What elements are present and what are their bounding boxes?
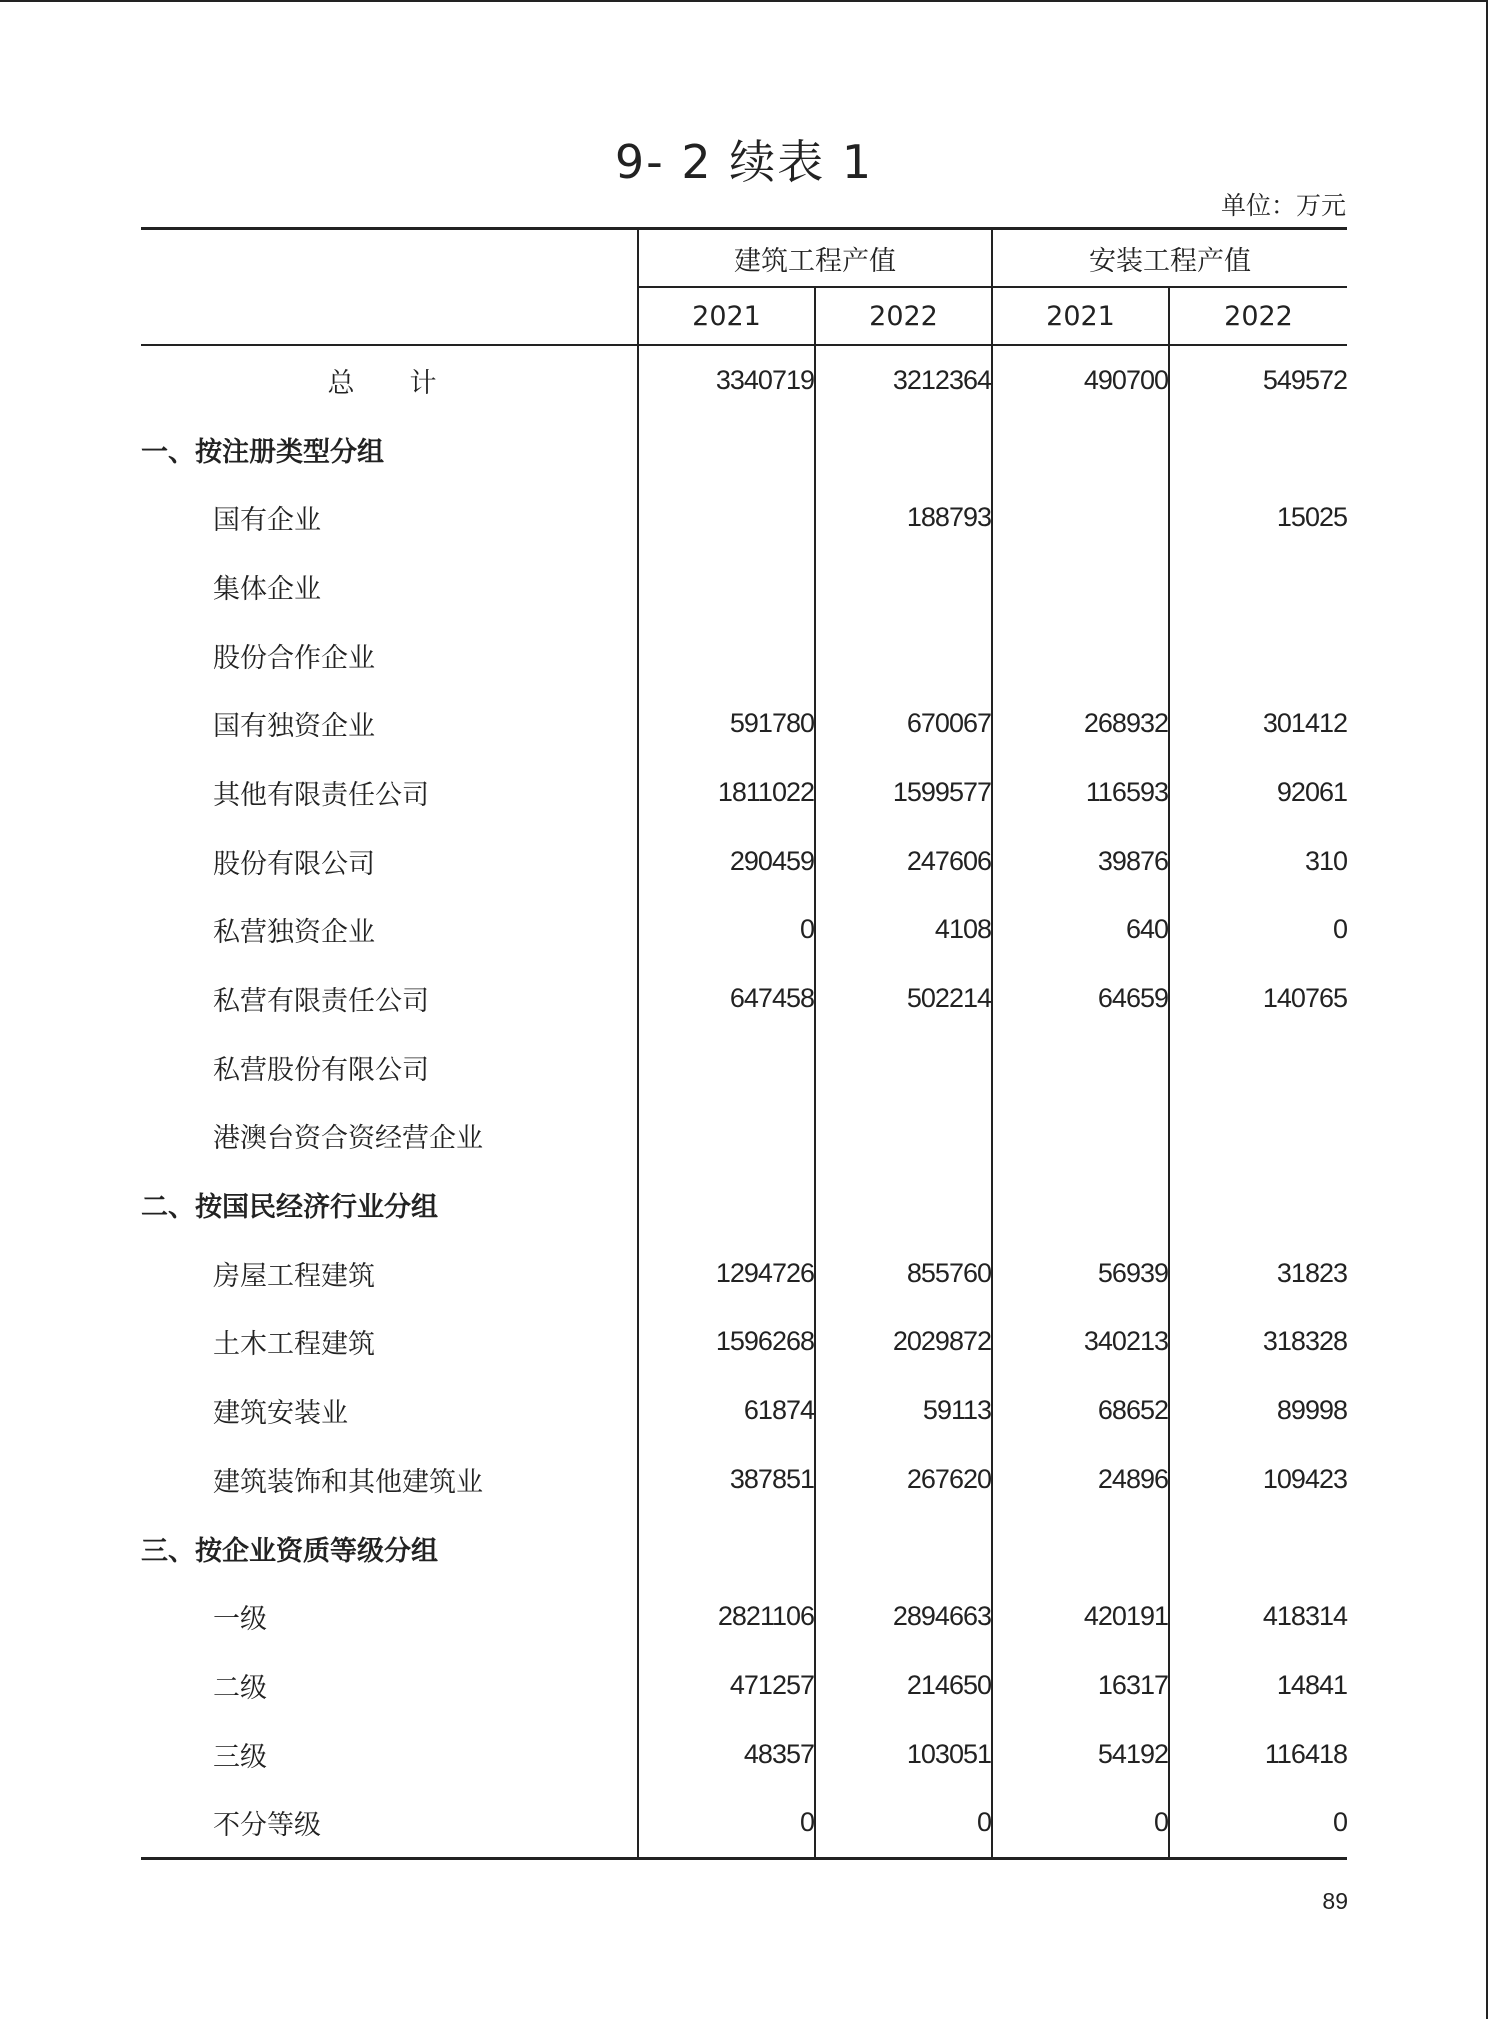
table-row (141, 1582, 1347, 1651)
table-row (141, 964, 1347, 1033)
table-row (141, 1376, 1347, 1445)
cell-value: 116593 (992, 758, 1169, 827)
cell-value: 290459 (638, 827, 815, 896)
cell-value: 39876 (992, 827, 1169, 896)
cell-value (1169, 1102, 1347, 1171)
cell-value (638, 1514, 815, 1583)
table-row (141, 758, 1347, 827)
cell-value: 0 (638, 896, 815, 965)
cell-value (638, 552, 815, 621)
cell-value (992, 1170, 1169, 1239)
table-row (141, 1651, 1347, 1720)
cell-value: 68652 (992, 1376, 1169, 1445)
cell-value: 3340719 (638, 345, 815, 415)
cell-value: 16317 (992, 1651, 1169, 1720)
row-label: 不分等级 (141, 1788, 638, 1858)
cell-value: 14841 (1169, 1651, 1347, 1720)
cell-value (992, 552, 1169, 621)
cell-value: 56939 (992, 1239, 1169, 1308)
row-label: 国有企业 (213, 505, 321, 537)
cell-value (638, 1102, 815, 1171)
cell-value: 4108 (815, 896, 992, 965)
cell-value: 502214 (815, 964, 992, 1033)
table-row (141, 689, 1347, 758)
cell-value: 387851 (638, 1445, 815, 1514)
cell-value: 24896 (992, 1445, 1169, 1514)
page-number: 89 (1322, 1888, 1348, 1914)
cell-value: 647458 (638, 964, 815, 1033)
table-row (141, 1308, 1347, 1377)
cell-value: 140765 (1169, 964, 1347, 1033)
cell-value: 418314 (1169, 1582, 1347, 1651)
cell-value (638, 415, 815, 484)
row-label: 私营有限责任公司 (213, 986, 429, 1018)
table-row (141, 1033, 1347, 1102)
cell-value: 591780 (638, 689, 815, 758)
group-header-construction: 建筑工程产值 (638, 229, 992, 288)
year-header: 2021 (992, 287, 1169, 345)
cell-value: 670067 (815, 689, 992, 758)
cell-value: 247606 (815, 827, 992, 896)
cell-value: 318328 (1169, 1308, 1347, 1377)
year-header: 2021 (638, 287, 815, 345)
cell-value: 0 (1169, 1788, 1347, 1858)
cell-value: 1596268 (638, 1308, 815, 1377)
row-label: 房屋工程建筑 (213, 1260, 375, 1292)
cell-value: 855760 (815, 1239, 992, 1308)
table-row (141, 1788, 1347, 1858)
row-label: 三级 (213, 1741, 267, 1773)
row-label: 一级 (213, 1604, 267, 1636)
cell-value: 0 (638, 1788, 815, 1858)
row-label: 其他有限责任公司 (213, 779, 429, 811)
cell-value (992, 415, 1169, 484)
table-row-total (141, 345, 1347, 415)
cell-value (815, 1102, 992, 1171)
table-row-section (141, 1514, 1347, 1583)
cell-value: 214650 (815, 1651, 992, 1720)
cell-value: 15025 (1169, 483, 1347, 552)
table-row (141, 1239, 1347, 1308)
cell-value: 2821106 (638, 1582, 815, 1651)
unit-label: 单位：万元 (1220, 191, 1346, 220)
cell-value (638, 621, 815, 690)
cell-value: 54192 (992, 1720, 1169, 1789)
cell-value: 61874 (638, 1376, 815, 1445)
year-header: 2022 (1169, 287, 1347, 345)
cell-value: 116418 (1169, 1720, 1347, 1789)
group-header-installation: 安装工程产值 (992, 229, 1347, 288)
cell-value: 301412 (1169, 689, 1347, 758)
cell-value: 471257 (638, 1651, 815, 1720)
cell-value (992, 1514, 1169, 1583)
row-label: 建筑装饰和其他建筑业 (213, 1466, 483, 1498)
cell-value: 59113 (815, 1376, 992, 1445)
table-row (141, 1720, 1347, 1789)
cell-value: 1599577 (815, 758, 992, 827)
table-row (141, 483, 1347, 552)
cell-value (638, 1033, 815, 1102)
cell-value (815, 1514, 992, 1583)
cell-value: 92061 (1169, 758, 1347, 827)
cell-value (1169, 552, 1347, 621)
row-label: 总 计 (327, 367, 451, 399)
cell-value (638, 483, 815, 552)
cell-value (992, 621, 1169, 690)
cell-value (1169, 621, 1347, 690)
table-row-section (141, 415, 1347, 484)
table-row (141, 1445, 1347, 1514)
cell-value (992, 1102, 1169, 1171)
row-label: 港澳台资合资经营企业 (213, 1123, 483, 1155)
cell-value: 188793 (815, 483, 992, 552)
year-header: 2022 (815, 287, 992, 345)
cell-value: 0 (1169, 896, 1347, 965)
cell-value (1169, 1514, 1347, 1583)
cell-value: 1811022 (638, 758, 815, 827)
cell-value: 64659 (992, 964, 1169, 1033)
cell-value: 267620 (815, 1445, 992, 1514)
cell-value: 268932 (992, 689, 1169, 758)
cell-value: 420191 (992, 1582, 1169, 1651)
row-label: 国有独资企业 (213, 711, 375, 743)
section-label: 一、按注册类型分组 (141, 436, 384, 468)
section-label: 二、按国民经济行业分组 (141, 1192, 438, 1224)
row-label: 集体企业 (213, 573, 321, 605)
table-title: 9- 2 续表 1 (614, 135, 874, 189)
cell-value: 2894663 (815, 1582, 992, 1651)
table-row (141, 621, 1347, 690)
cell-value: 3212364 (815, 345, 992, 415)
row-label: 股份有限公司 (213, 848, 375, 880)
cell-value: 103051 (815, 1720, 992, 1789)
row-label: 股份合作企业 (213, 642, 375, 674)
section-label: 三、按企业资质等级分组 (141, 1535, 438, 1567)
cell-value (1169, 1033, 1347, 1102)
row-label: 私营独资企业 (213, 917, 375, 949)
cell-value: 0 (992, 1788, 1169, 1858)
cell-value (815, 1170, 992, 1239)
table-row (141, 896, 1347, 965)
cell-value: 310 (1169, 827, 1347, 896)
cell-value: 1294726 (638, 1239, 815, 1308)
cell-value (815, 621, 992, 690)
table-row (141, 827, 1347, 896)
data-table (141, 227, 1347, 1860)
cell-value (815, 415, 992, 484)
cell-value: 31823 (1169, 1239, 1347, 1308)
cell-value (1169, 1170, 1347, 1239)
cell-value: 640 (992, 896, 1169, 965)
cell-value (992, 1033, 1169, 1102)
cell-value: 48357 (638, 1720, 815, 1789)
cell-value (638, 1170, 815, 1239)
cell-value (1169, 415, 1347, 484)
cell-value (992, 483, 1169, 552)
table-row (141, 552, 1347, 621)
row-label: 私营股份有限公司 (213, 1054, 429, 1086)
cell-value: 89998 (1169, 1376, 1347, 1445)
cell-value: 0 (815, 1788, 992, 1858)
row-label: 土木工程建筑 (213, 1329, 375, 1361)
cell-value (815, 552, 992, 621)
cell-value (815, 1033, 992, 1102)
cell-value: 2029872 (815, 1308, 992, 1377)
cell-value: 490700 (992, 345, 1169, 415)
row-label: 二级 (213, 1672, 267, 1704)
table-row (141, 1102, 1347, 1171)
table-row-section (141, 1170, 1347, 1239)
row-label: 建筑安装业 (213, 1398, 348, 1430)
cell-value: 340213 (992, 1308, 1169, 1377)
cell-value: 549572 (1169, 345, 1347, 415)
stub-header (141, 229, 638, 346)
cell-value: 109423 (1169, 1445, 1347, 1514)
